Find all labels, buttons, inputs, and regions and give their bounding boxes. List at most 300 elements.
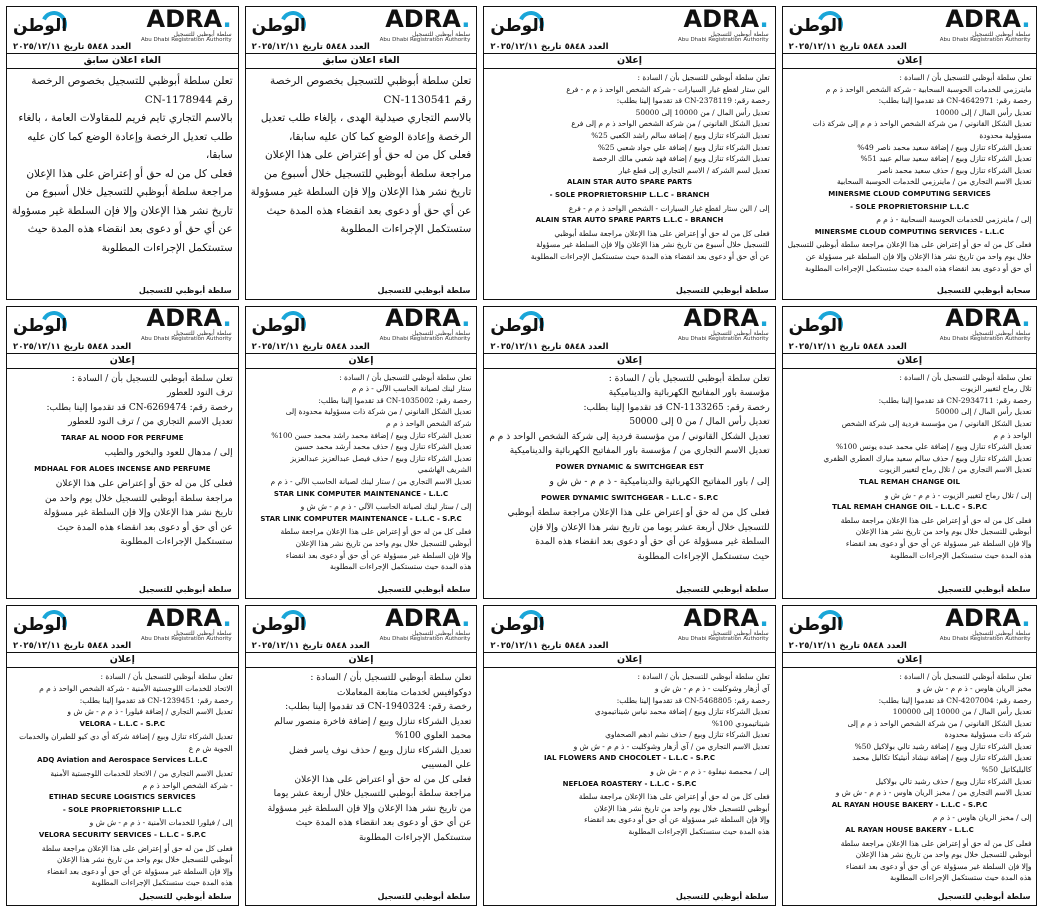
notice-line: هذه المدة حيث ستستكمل الإجراءات المطلوبة [329,562,472,572]
notice-line: تعديل الشركاء تنازل وبيع / حذف نوف ياسر فضل [289,745,472,756]
paper-name: الوطن [13,16,68,36]
notice-line-english: POWER DYNAMIC & SWITCHGEAR EST [555,462,704,471]
masthead [783,604,1037,643]
notice-line: ستستكمل الإجراءات المطلوبة [120,537,233,548]
adra-logo [678,306,769,343]
adra-brand: ADRA. [683,304,769,333]
adra-logo [940,306,1031,343]
notice-line-english: POWER DYNAMIC SWITCHGEAR - L.L.C - S.P.C [541,493,718,502]
notice-line-english: TLAL REMAH CHANGE OIL [859,478,960,486]
notice-line: فعلى كل من له حق أو إعتراض على هذا الإعلان مراجعة سلطة [578,792,770,802]
notice-line: تعديل الشكل القانوني / من مؤسسة فردية إلى شركة الشخص [841,419,1032,429]
notice-line: تعديل الشركاء تنازل وبيع / إضافة فهد شعبي مالك الرخصة [592,154,770,164]
notice-line: خلال يوم واحد من تاريخ نشر هذا الإعلان وإلا فإن السلطة غير مسؤولة عن [805,251,1032,261]
paper-name: الوطن [13,615,68,636]
masthead [484,304,774,343]
notice-line: إلى / ماينرزمي للخدمات الحوسبة السحابية - ذ م م [876,215,1032,225]
adra-brand: ADRA. [683,4,769,33]
notice-card-10 [245,605,478,906]
notice-line: أبوظبي للتسجيل خلال يوم واحد من تاريخ نشر هذا الإعلان [593,803,770,813]
adra-subtitle-en: Abu Dhabi Registration Authority [140,336,232,343]
issue-dateline: العدد ٥٨٤٨ تاريخ ٢٠٢٥/١٢/١١ [484,640,774,653]
notice-line: تعلن سلطة أبوظبي للتسجيل بأن / السادة : [899,672,1032,682]
notice-line: هذه المدة حيث ستستكمل الإجراءات المطلوبة [890,873,1032,883]
notice-card-12 [782,605,1037,906]
notice-line: فعلى كل من له حق أو إعتراض على هذا الإعلان مراجعة سلطة أبوظبي [507,508,770,519]
notice-line: ستستكمل الإجراءات المطلوبة [101,241,233,254]
notice-line-english: STAR LINK COMPUTER MAINTENANCE - L.L.C - S.P.C [260,514,462,523]
notice-line: تعلن سلطة أبوظبي للتسجيل بأن / السادة : [637,73,770,82]
notice-line: ماينرزمي للخدمات الحوسبة السحابية - شركة الشخص الواحد ذ م م [825,84,1032,94]
notice-line: تعديل الشكل القانوني / من شركة ذات مسؤولية محدودة إلى [285,407,472,417]
notice-line: تعلن سلطة أبوظبي للتسجيل بأن / السادة : [608,373,770,384]
adra-subtitle-ar: سلطة أبوظبي للتسجيل [972,330,1031,338]
notice-body [7,69,238,285]
notice-line-english: - SOLE PROPRIETORSHIP L.L.C [850,202,970,211]
notice-card-5 [6,306,239,600]
notice-line: رخصة رقم: CN-1035002 قد تقدموا إلينا بطلب: [318,395,472,405]
adra-subtitle-en: Abu Dhabi Registration Authority [140,36,232,43]
notice-line: شركة ذات مسؤولية محدودة [944,730,1032,740]
notice-line-english: ETIHAD SECURE LOGISTICS SERVICES [48,793,196,802]
paper-name: الوطن [490,615,545,636]
notice-line: تعديل الشكل القانوني / من شركة الشخص الواحد ذ م م إلى شركة ذات [812,119,1032,129]
notice-card-11 [483,605,775,906]
adra-subtitle-en: Abu Dhabi Registration Authority [379,336,471,343]
notice-line: عن أي حق أو دعوى بعد انقضاء هذه المدة حيث ستستكمل الإجراءات المطلوبة [530,251,770,261]
adra-subtitle-ar: سلطة أبوظبي للتسجيل [412,630,471,638]
notice-line: مراجعة سلطة أبوظبي للتسجيل خلال أسبوع من [264,167,472,180]
notice-line: تعديل الاسم التجاري من / مخبز الريان هاوس - ذ م م - ش ش و [835,788,1032,798]
issue-dateline: العدد ٥٨٤٨ تاريخ ٢٠٢٥/١٢/١١ [783,41,1037,54]
notice-line: رخصة رقم: CN-2934711 قد تقدموا إلينا بطلب: [878,395,1032,405]
adra-subtitle-en: Abu Dhabi Registration Authority [677,336,769,343]
adra-logo [140,4,232,44]
notice-line: تلال رماح لتغيير الزيوت [960,384,1032,394]
notice-line: مخبز الريان هاوس - ذ م م - ش ش و [917,683,1032,693]
notice-line: دوكوافيس لخدمات متابعة المعاملات [337,687,472,698]
notice-line: السلطة غير مسؤولة عن أي حق أو دعوى بعد انقضاء هذه المدة [535,537,770,548]
notice-line: عن أي حق أو دعوى بعد انقضاء هذه المدة حيث [295,818,472,829]
adra-subtitle-ar: سلطة أبوظبي للتسجيل [173,330,232,338]
notice-line: إلى / تلال رماح لتغيير الزيوت - ذ م م - ش ش و [884,490,1032,500]
notice-line: فعلى كل من له حق أو اعتراض على هذا الإعلان [294,774,472,785]
notice-footer: سلطة أبوظبي للتسجيل [675,585,769,595]
notice-line-english: VELORA SECURITY SERVICES - L.L.C - S.P.C [38,831,206,840]
notice-line-english: VELORA - L.L.C - S.P.C [79,719,166,728]
notice-line: تعديل الشركاء تنازل وبيع / حذف محمد أرشد محمد حسين [294,442,472,452]
notice-line: تعلن سلطة أبوظبي للتسجيل بخصوص الرخصة [269,75,472,87]
notice-line: تعلن سلطة أبوظبي للتسجيل بأن / السادة : [637,672,770,682]
notice-line: تعديل رأس المال / من 10000 إلى 100000 [892,707,1032,717]
notice-card-7 [483,306,775,600]
notice-line-english: TARAF AL NOOD FOR PERFUME [61,433,184,442]
notice-line: عن أي حق أو دعوى بعد انقضاء هذه المدة حيث [27,223,233,235]
notice-line: تعديل الاسم التجاري من / تلال رماح لتغيير الزيوت [878,465,1032,475]
masthead [783,304,1037,343]
adra-subtitle-en: Abu Dhabi Registration Authority [939,636,1031,643]
notice-line: فعلى كل من له حق أو إعتراض على هذا الإعلان [264,149,472,161]
notice-line: إلى / مدهال للعود والبخور والطيب [104,448,233,459]
notice-footer: سلطة أبوظبي للتسجيل [937,892,1031,901]
notice-line: تعديل الشركاء تنازل وبيع / إضافة علي جواد شعبي 25% [597,142,770,152]
notice-body [484,369,774,585]
notice-line: فعلى كل من له حق أو إعتراض على هذا الإعلان [55,479,233,490]
notice-footer: سلطة أبوظبي للتسجيل [377,285,471,295]
notice-card-9 [6,605,239,906]
alwatan-logo [490,609,544,639]
adra-subtitle-ar: سلطة أبوظبي للتسجيل [710,330,769,338]
notice-line: تعديل رأس المال / من 0 إلى 50000 [629,417,770,428]
notice-line: مراجعة سلطة أبوظبي للتسجيل خلال أسبوع من [25,186,233,198]
issue-dateline: العدد ٥٨٤٨ تاريخ ٢٠٢٥/١٢/١١ [246,41,477,54]
adra-logo [380,306,471,343]
notice-line: للتسجيل خلال أربعة عشر يوما من تاريخ نشر هذا الإعلان وإلا فإن [529,522,770,533]
masthead [484,4,774,43]
notice-line: رخصة رقم: CN-2378119 قد تقدموا إلينا بطلب: [616,96,770,106]
adra-subtitle-en: Abu Dhabi Registration Authority [379,636,471,643]
adra-brand: ADRA. [945,304,1031,333]
paper-name: الوطن [490,315,545,336]
issue-dateline: العدد ٥٨٤٨ تاريخ ٢٠٢٥/١٢/١١ [7,640,238,653]
notice-line: الاتحاد للخدمات اللوجستية الأمنية - شركة الشخص الواحد ذ م م [39,683,233,693]
notice-line: تعديل لسم الشركة / الاسم التجاري إلى قطع غيار [618,165,770,175]
notice-line: إلى / الين ستار لقطع غيار السيارات - الشخص الواحد ذ م م - فرع [568,203,770,213]
notice-line: تعديل الشكل القانوني / من شركة الشخص الواحد ذ م م إلى فرع [571,119,770,129]
alwatan-logo [13,10,67,40]
adra-subtitle-en: Abu Dhabi Registration Authority [140,636,232,643]
notice-card-4 [782,6,1037,300]
notice-line-english: NEFLOEA ROASTERY - L.L.C - S.P.C [562,779,697,788]
alwatan-logo [252,310,306,340]
adra-brand: ADRA. [385,304,471,333]
notice-footer: سلطة أبوظبي للتسجيل [138,585,232,595]
notice-line-english: TLAL REMAH CHANGE OIL - L.L.C - S.P.C [832,503,988,512]
paper-name: الوطن [251,16,306,36]
adra-brand: ADRA. [385,604,471,633]
paper-name: الوطن [788,315,843,336]
notice-body [246,369,477,585]
notice-line: تعلن سلطة أبوظبي للتسجيل بأن / السادة : [100,672,233,682]
notice-body [484,69,774,285]
adra-subtitle-ar: سلطة أبوظبي للتسجيل [972,30,1031,38]
notice-line: كاليليكاتيل 50% [981,765,1032,775]
paper-name: الوطن [788,16,843,36]
notice-line-english: MINERSME CLOUD COMPUTING SERVICES [828,189,991,198]
adra-logo [677,4,769,44]
alwatan-logo [789,310,843,340]
notice-line: ستستكمل الإجراءات المطلوبة [358,832,472,843]
notice-line: رخصة رقم: CN-1239451 قد تقدموا إلينا بطلب: [79,695,233,705]
notice-line: ترف النود للعطور [167,388,233,399]
notice-title: إعلان [7,653,238,668]
notice-title: إعلان [484,354,774,369]
notice-line: مراجعة سلطة أبوظبي للتسجيل خلال أربعة عشر يوما [273,789,472,800]
notice-line: رخصة رقم: CN-4642971 قد تقدموا إلينا بطلب: [878,96,1032,106]
notice-title: الغاء اعلان سابق [246,54,477,69]
adra-logo [380,606,471,643]
notice-line: تعديل الشركاء تنازل وبيع / إضافة سالم راشد الكعبي 25% [591,130,770,140]
notice-line: رخصة رقم: CN-1133265 قد تقدموا إلينا بطلب: [583,402,770,413]
notice-line: إلى / باور المفاتيح الكهربائية والديناميكية - ذ م م - ش ش و [549,477,770,488]
adra-subtitle-ar: سلطة أبوظبي للتسجيل [412,30,471,38]
alwatan-logo [490,10,544,40]
notice-line: مسؤولية محدودة [979,130,1032,140]
notice-line: رخصة رقم: CN-4207004 قد تقدموا إلينا بطلب: [878,695,1032,705]
adra-logo [939,4,1031,44]
notice-title: إعلان [246,653,477,668]
notice-line: تعديل الاسم التجاري من / ستار لينك لصيانة الحاسب الآلي - ذ م م [270,477,472,486]
adra-brand: ADRA. [945,604,1031,633]
notice-title: إعلان [783,653,1037,668]
notice-line: تعديل الشركاء تنازل وبيع / حذف سالم سعيد مبارك العطري الظفري [823,453,1032,463]
paper-name: الوطن [13,315,68,336]
notice-footer: سحابة أبوظبي للتسجيل [936,285,1031,295]
masthead [7,4,238,43]
notice-title: إعلان [7,354,238,369]
notice-line: وإلا فإن السلطة غير مسؤولة عن أي حق أو دعوى بعد انقضاء [584,815,770,825]
notice-line: تعلن سلطة أبوظبي للتسجيل بأن / السادة : [899,372,1032,382]
notice-line: وإلا فإن السلطة غير مسؤولة عن أي حق أو دعوى بعد انقضاء [47,866,233,876]
adra-subtitle-ar: سلطة أبوظبي للتسجيل [173,630,232,638]
issue-dateline: العدد ٥٨٤٨ تاريخ ٢٠٢٥/١٢/١١ [484,341,774,354]
notice-card-3 [483,6,775,300]
issue-dateline: العدد ٥٨٤٨ تاريخ ٢٠٢٥/١٢/١١ [7,341,238,354]
notice-title: إعلان [484,653,774,668]
alwatan-logo [252,10,306,40]
notice-line: تعديل الشركاء تنازل وبيع / حذف رشيد تالي بولاكيل [875,776,1032,786]
adra-brand: ADRA. [683,604,769,633]
notice-title: إعلان [783,354,1037,369]
alwatan-logo [13,310,67,340]
notice-line-english: - SOLE PROPRIETORSHIP L.L.C [62,805,182,814]
notice-line: عن أي حق أو دعوى بعد انقضاء هذه المدة حيث [266,204,472,217]
notice-line-english: ALAIN STAR AUTO SPARE PARTS L.L.C - BRANCH [535,216,724,225]
alwatan-logo [789,609,843,639]
notice-line: فعلى كل من له حق أو إعتراض على هذا الإعلان مراجعة سلطة أبوظبي للتسجيل [787,240,1032,250]
notice-line: ستستكمل الإجراءات المطلوبة [340,223,472,235]
notice-line: مؤسسة باور المفاتيح الكهربائية والديناميكية [608,388,770,399]
notice-footer: سلطة أبوظبي للتسجيل [377,892,471,901]
notice-line: طلب تعديل الرخصة وإعادة الوضع كما كان عليه [27,130,233,143]
masthead [783,4,1037,43]
notice-line: أي حق أو دعوى بعد انقضاء هذه المدة حيث ستستكمل الإجراءات المطلوبة [805,263,1032,273]
notice-line: رقم CN-1178944 [144,93,233,106]
notice-line: شركة الشخص الواحد ذ م م [386,419,472,429]
masthead [246,304,477,343]
notice-line: فعلى كل من له حق أو إعتراض على هذا الإعلان [26,167,233,180]
notice-line: آي أزهار وشوكليت - ذ م م - ش ش و [654,683,770,693]
notice-line: الين ستار لقطع غيار السيارات - شركة الشخص الواحد ذ م م - فرع [566,84,770,94]
notice-footer: سلطة أبوظبي للتسجيل [377,585,471,595]
paper-name: الوطن [251,315,306,336]
paper-name: الوطن [251,615,306,636]
notice-line: عن أي حق أو دعوى بعد انقضاء هذه المدة حيث [57,522,233,533]
notice-line: تعلن سلطة أبوظبي للتسجيل بأن / السادة : [339,372,472,382]
issue-dateline: العدد ٥٨٤٨ تاريخ ٢٠٢٥/١٢/١١ [783,341,1037,354]
adra-subtitle-en: Abu Dhabi Registration Authority [677,36,769,43]
notice-line: رخصة رقم: CN-1940324 قد تقدموا إلينا بطلب: [285,702,472,713]
notice-line-english: - SOLE PROPRIETORSHIP L.L.C - BRANCH [549,190,710,199]
notice-line: أبوظبي للتسجيل خلال يوم واحد من تاريخ نشر هذا الإعلان [855,850,1032,860]
notice-body [246,668,477,891]
alwatan-logo [13,609,67,639]
notice-line: إلى / فيلورا للخدمات الأمنية - ذ م م - ش ش و [89,818,233,828]
adra-logo [141,306,232,343]
notice-footer: سلطة أبوظبي للتسجيل [138,892,232,901]
notice-card-2 [245,6,478,300]
adra-subtitle-ar: سلطة أبوظبي للتسجيل [173,30,232,38]
alwatan-logo [789,10,843,40]
adra-subtitle-ar: سلطة أبوظبي للتسجيل [710,30,769,38]
notice-line: تعديل الشكل القانوني / من مؤسسة فردية إلى شركة الشخص الواحد ذ م م [489,431,770,442]
alwatan-logo [252,609,306,639]
notice-footer: سلطة أبوظبي للتسجيل [675,285,769,295]
notice-line: سابقا، [205,149,233,161]
notice-line: تعلن سلطة أبوظبي للتسجيل بأن / السادة : [899,73,1032,82]
notice-line: إلى / ستار لينك لصيانة الحاسب الآلي - ذ م م - ش ش و [300,502,472,512]
adra-brand: ADRA. [385,4,471,33]
notice-line: تعديل الشركاء تنازل وبيع / إضافة فاخرة منصور سالم [274,716,472,727]
notice-line: فعلى كل من له حق أو إعتراض على هذا الإعلان مراجعة سلطة [280,527,472,537]
notice-line: فعلى كل من له حق أو إعتراض على هذا الإعلان مراجعة سلطة [840,838,1032,848]
notice-line-english: ADQ Aviation and Aerospace Services L.L.C [37,756,208,765]
notice-line: تعديل الشكل القانوني / من شركة الشخص الواحد ذ م م إلى [847,718,1032,728]
alwatan-logo [490,310,544,340]
notice-line: محمد العلوي 100% [395,731,472,742]
adra-logo [940,606,1031,643]
masthead [7,304,238,343]
notice-card-1 [6,6,239,300]
adra-logo [141,606,232,643]
notice-line: تاريخ نشر هذا الإعلان وإلا فإن السلطة غير مسؤولة [12,204,233,217]
issue-dateline: العدد ٥٨٤٨ تاريخ ٢٠٢٥/١٢/١١ [246,341,477,354]
notice-line: إلى / محمصة نيفلوة - ذ م م - ش ش و [650,767,770,777]
notice-line: وإلا فإن السلطة غير مسؤولة عن أي حق أو دعوى بعد انقضاء [845,538,1032,548]
notice-line: تاريخ نشر هذا الإعلان وإلا فإن السلطة غير مسؤولة [250,186,472,198]
notice-body [7,369,238,585]
notice-body [246,69,477,285]
notice-line: تعديل الشركاء تنازل وبيع / إضافة نيشاد أنيثيكا تكاليل محمد [852,753,1032,763]
notice-line: إلى / مخبز الريان هاوس - ذ م م [932,813,1032,823]
notice-line: تعديل الشركاء تنازل وبيع / حذف نشم ادهم الصحفاوي [605,730,770,740]
notice-line: حيث ستستكمل الإجراءات المطلوبة [637,551,770,562]
adra-subtitle-en: Abu Dhabi Registration Authority [677,636,769,643]
adra-brand: ADRA. [146,304,232,333]
notice-footer: سلطة أبوظبي للتسجيل [675,892,769,901]
notice-line: تعديل الشركاء تنازل وبيع / إضافة رشيد تالي بولاكيل 50% [854,741,1032,751]
notice-line: علي المسيبي [421,760,472,771]
notice-line: تعلن سلطة أبوظبي للتسجيل بخصوص الرخصة [31,75,233,87]
paper-name: الوطن [788,615,843,636]
notice-line: هذه المدة حيث ستستكمل الإجراءات المطلوبة [628,827,770,837]
adra-subtitle-ar: سلطة أبوظبي للتسجيل [710,630,769,638]
notice-line: تعديل الشركاء تنازل وبيع / حذف فيصل عبدالعزيز عبدالعزيز [290,453,472,463]
notice-line: تعديل الاسم التجاري من / مؤسسة باور المفاتيح الكهربائية والديناميكية [509,446,770,457]
notice-line: تعديل رأس المال / من 10000 إلى 50000 [635,107,770,117]
notice-line: الرخصة وإعادة الوضع كما كان عليه سابقا، [288,130,472,143]
notice-body [7,668,238,891]
notice-line: هذه المدة حيث ستستكمل الإجراءات المطلوبة [890,550,1032,560]
issue-dateline: العدد ٥٨٤٨ تاريخ ٢٠٢٥/١٢/١١ [246,640,477,653]
issue-dateline: العدد ٥٨٤٨ تاريخ ٢٠٢٥/١٢/١١ [7,41,238,54]
notice-card-8 [782,306,1037,600]
notice-line: أبوظبي للتسجيل خلال يوم واحد من تاريخ نشر هذا الإعلان [855,527,1032,537]
adra-brand: ADRA. [146,604,232,633]
notice-line: تعديل رأس المال / إلى 10000 [935,107,1032,117]
notice-line-english: IAL FLOWERS AND CHOCOLET - L.L.C - S.P.C [543,754,716,763]
notice-title: إعلان [484,54,774,69]
notice-line-english: MINERSME CLOUD COMPUTING SERVICES - L.L.C [814,227,1005,236]
notice-line: تعديل الشركاء تنازل وبيع / حذف سعيد محمد ناصر [878,165,1032,175]
notice-line: رقم CN-1130541 [383,93,472,106]
masthead [246,604,477,643]
notice-line: من تاريخ نشر هذا الإعلان وإلا فإن السلطة غير مسؤولة [267,803,472,814]
notices-grid [6,4,1032,906]
notice-line: هذه المدة حيث ستستكمل الإجراءات المطلوبة [91,878,233,888]
notice-line-english: AL RAYAN HOUSE BAKERY - L.L.C - S.P.C [831,800,988,809]
notice-line: تعديل الاسم التجاري من / آي أزهار وشوكليت - ذ م م - ش ش و [573,741,770,751]
notice-body [783,69,1037,285]
notice-line: بالاسم التجاري صيدلية الهدى ، بإلغاء طلب تعديل [260,112,472,124]
notice-line: الواحد ذ م م [993,430,1032,440]
notice-line: تعلن سلطة أبوظبي للتسجيل بأن / السادة : [310,673,472,684]
notice-line: تعديل الشركاء تنازل وبيع / إضافة سعيد محمد ناصر 49% [857,142,1032,152]
adra-subtitle-en: Abu Dhabi Registration Authority [939,336,1031,343]
notice-line: تعديل الشركاء تنازل وبيع / إضافة شركة أي دي كيو للطيران والخدمات [19,732,233,742]
notice-footer: سلطة أبوظبي للتسجيل [937,585,1031,595]
notice-title: إعلان [783,54,1037,69]
paper-name: الوطن [490,16,545,36]
notice-line: الجوية ش م ع [188,743,233,753]
notice-title: إعلان [246,354,477,369]
notice-body [484,668,774,891]
adra-subtitle-en: Abu Dhabi Registration Authority [379,36,471,43]
adra-logo [678,606,769,643]
notice-line-english: ALAIN STAR AUTO SPARE PARTS [566,178,693,187]
notice-line: الشريف الهاشمي [417,465,472,475]
notice-line: بالاسم التجاري تايم فريم للمقاولات العامة ، بالغاء [18,112,233,124]
issue-dateline: العدد ٥٨٤٨ تاريخ ٢٠٢٥/١٢/١١ [783,640,1037,653]
notice-line: رخصة رقم: CN-5468805 قد تقدموا إلينا بطلب: [616,695,770,705]
notice-line: تعديل رأس المال / إلى 50000 [935,407,1032,417]
notice-line: تعديل الشركاء تنازل وبيع / إضافة سعيد سالم عبيد 51% [860,154,1032,164]
notice-line: تاريخ نشر هذا الإعلان وإلا فإن السلطة غير مسؤولة [43,508,233,519]
notice-line-english: STAR LINK COMPUTER MAINTENANCE - L.L.C [273,489,449,498]
adra-subtitle-en: Abu Dhabi Registration Authority [939,36,1031,43]
notice-body [783,369,1037,585]
notice-line-english: MDHAAL FOR ALOES INCENSE AND PERFUME [34,464,211,473]
notice-line: فعلى كل من له حق أو إعتراض على هذا الإعلان مراجعة سلطة أبوظبي [554,228,770,238]
notice-footer: سلطة أبوظبي للتسجيل [138,285,232,295]
adra-subtitle-ar: سلطة أبوظبي للتسجيل [972,630,1031,638]
notice-line: فعلى كل من له حق أو إعتراض على هذا الإعلان مراجعة سلطة [840,515,1032,525]
notice-line: تعديل الاسم التجاري من / الاتحاد للخدمات اللوجستية الأمنية [50,769,233,779]
adra-brand: ADRA. [945,4,1031,33]
notice-line: أبوظبي للتسجيل خلال يوم واحد من تاريخ نشر هذا الإعلان [56,855,233,865]
notice-body [783,668,1037,891]
adra-subtitle-ar: سلطة أبوظبي للتسجيل [412,330,471,338]
notice-line-english: AL RAYAN HOUSE BAKERY - L.L.C [845,826,974,835]
notice-line: وإلا فإن السلطة غير مسؤولة عن أي حق أو دعوى بعد انقضاء [845,861,1032,871]
notice-line: شيناتيمودي 100% [711,718,770,728]
notice-line: تعديل الشركاء تنازل وبيع / إضافة محمد نياس شيناتيمودي [594,707,770,717]
adra-logo [379,4,471,44]
notice-title: الغاء اعلان سابق [7,54,238,69]
notice-line: مراجعة سلطة أبوظبي للتسجيل خلال يوم واحد من [45,493,233,504]
notice-line: أبوظبي للتسجيل خلال يوم واحد من تاريخ نشر هذا الإعلان [295,538,472,548]
masthead [7,604,238,643]
